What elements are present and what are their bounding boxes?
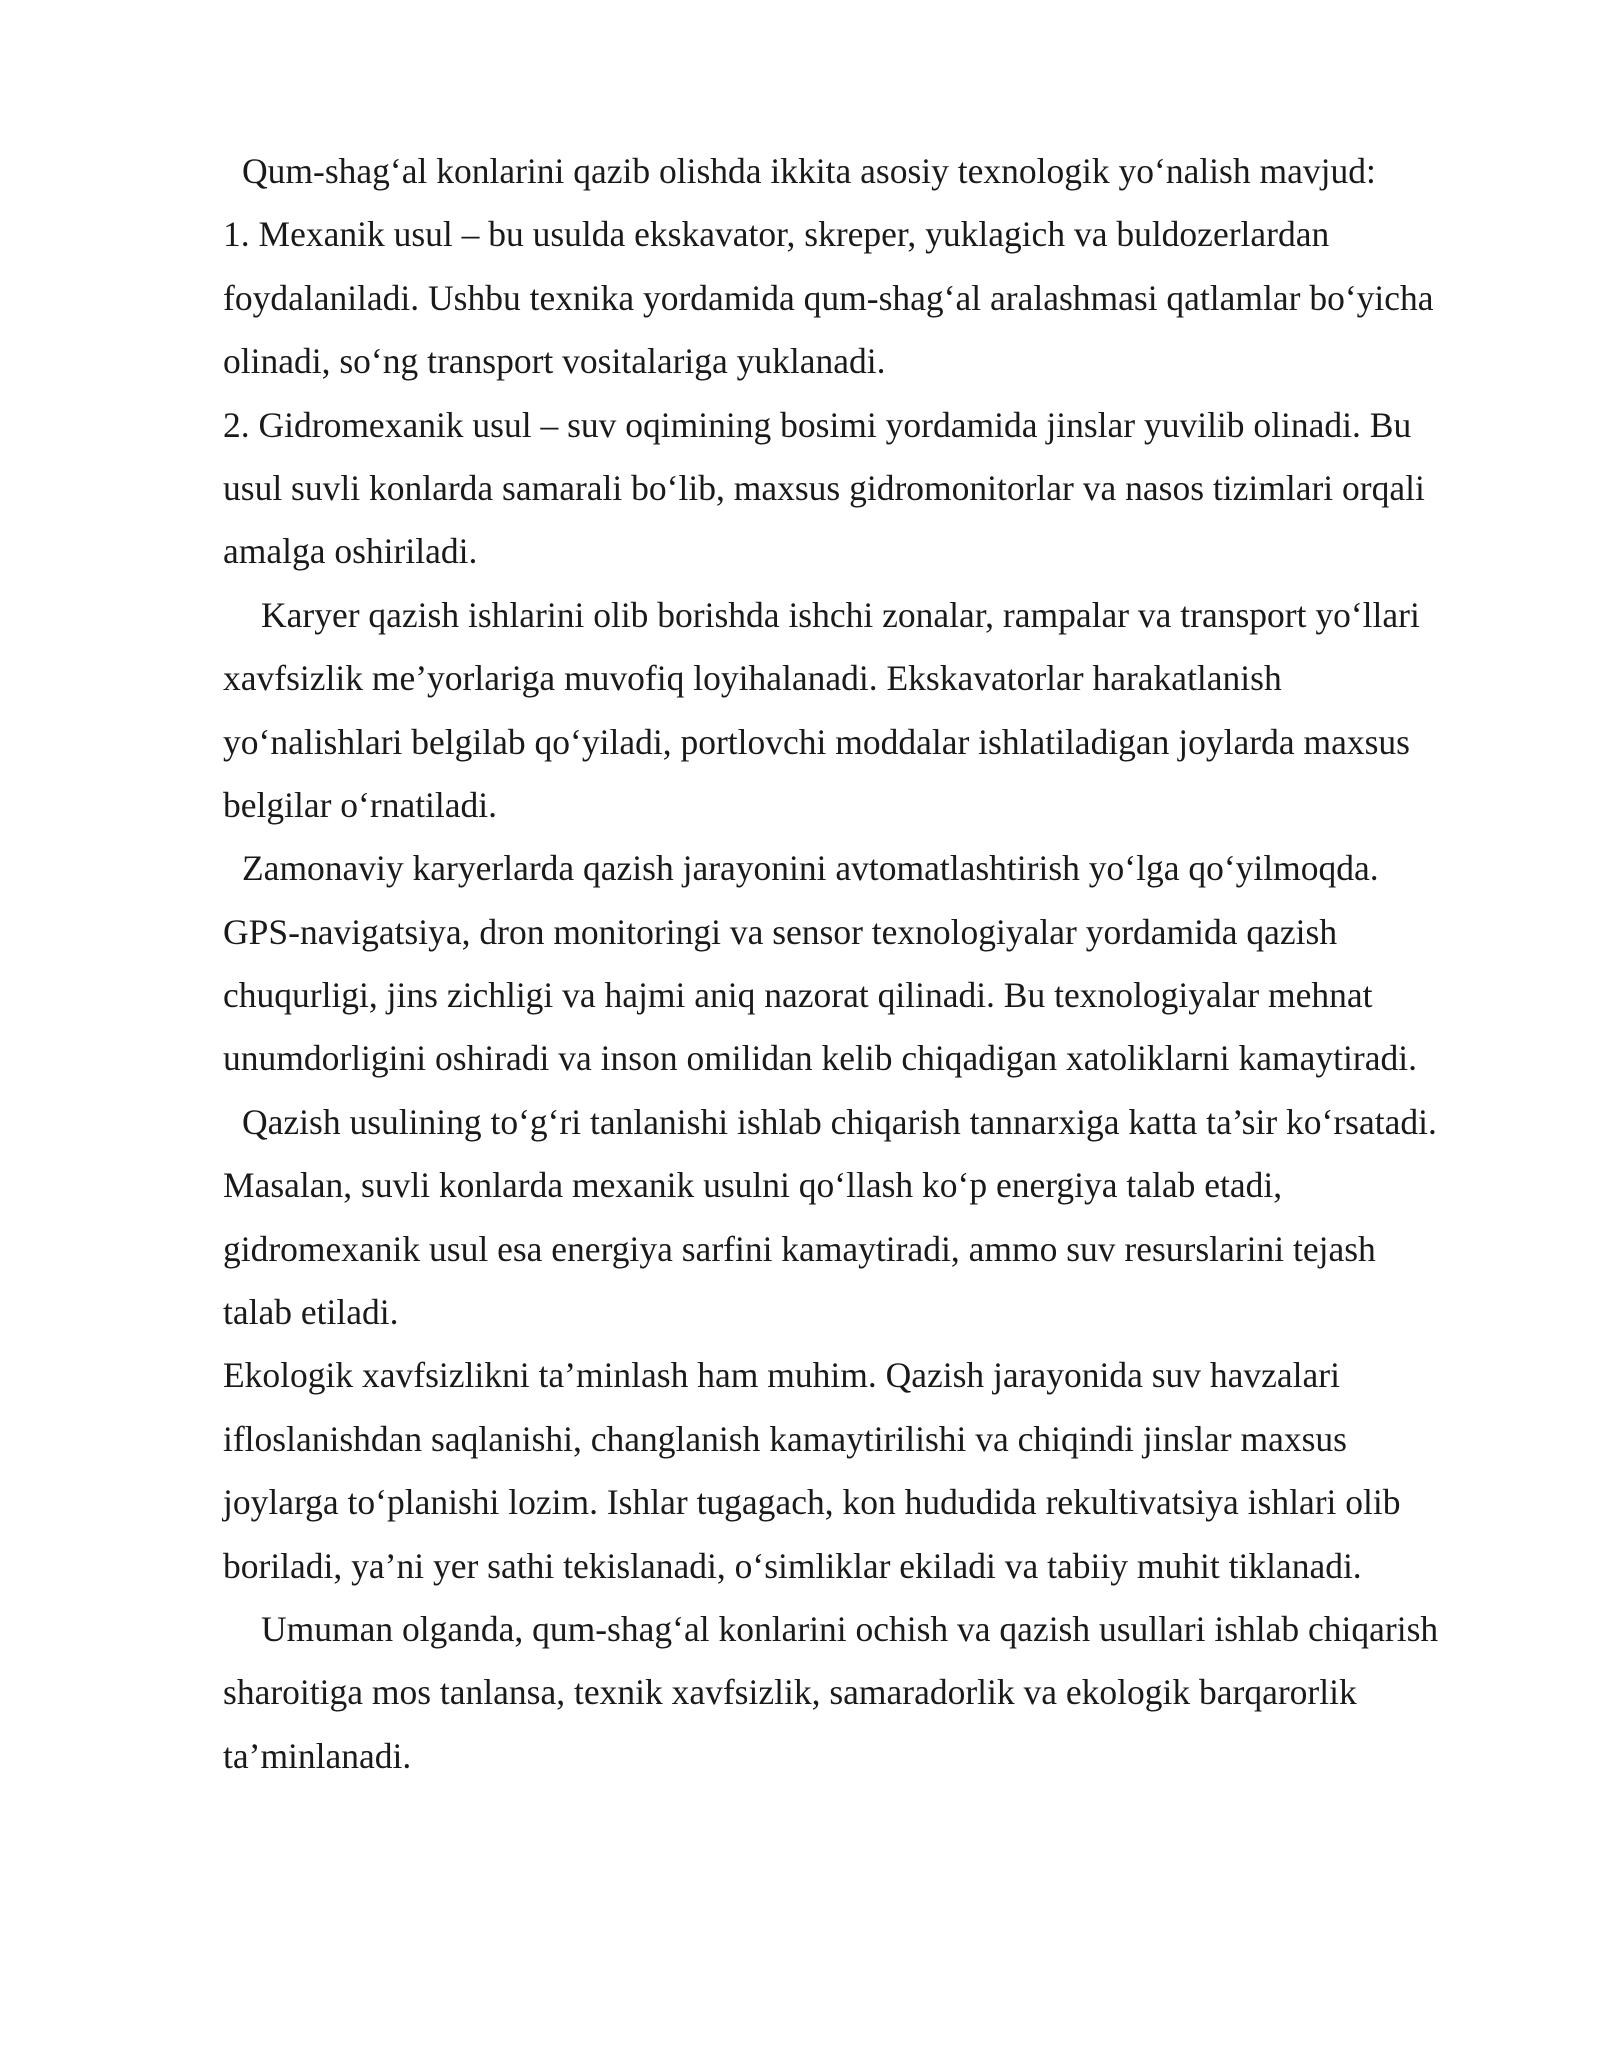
paragraph-line: yo‘nalishlari belgilab qo‘yiladi, portlovchi moddalar ishlatiladigan joylarda maxsus	[223, 721, 1410, 762]
paragraph-ecology	[223, 1344, 1488, 1598]
paragraph-line: Zamonaviy karyerlarda qazish jarayonini avtomatlashtirish yo‘lga qo‘yilmoqda.	[242, 848, 1379, 889]
paragraph-line: boriladi, ya’ni yer sathi tekislanadi, o‘simliklar ekiladi va tabiiy muhit tiklanadi.	[223, 1545, 1362, 1586]
paragraph-line: Umuman olganda, qum-shag‘al konlarini ochish va qazish usullari ishlab chiqarish	[261, 1608, 1439, 1649]
paragraph-line: talab etiladi.	[223, 1292, 399, 1333]
paragraph-intro	[223, 140, 1488, 203]
paragraph-line: Qazish usulining to‘g‘ri tanlanishi ishlab chiqarish tannarxiga katta ta’sir ko‘rsatadi.	[242, 1101, 1437, 1142]
paragraph-line: amalga oshiriladi.	[223, 531, 478, 572]
paragraph-line: 2. Gidromexanik usul – suv oqimining bosimi yordamida jinslar yuvilib olinadi. Bu	[223, 404, 1412, 445]
paragraph-line: sharoitiga mos tanlansa, texnik xavfsizlik, samaradorlik va ekologik barqarorlik	[223, 1672, 1357, 1713]
paragraph-line: belgilar o‘rnatiladi.	[223, 784, 498, 825]
paragraph-line: unumdorligini oshiradi va inson omilidan kelib chiqadigan xatoliklarni kamaytiradi.	[223, 1038, 1417, 1079]
paragraph-line: olinadi, so‘ng transport vositalariga yuklanadi.	[223, 341, 886, 382]
paragraph-line: Qum-shag‘al konlarini qazib olishda ikkita asosiy texnologik yo‘nalish mavjud:	[242, 151, 1376, 191]
paragraph-line: joylarga to‘planishi lozim. Ishlar tugagach, kon hududida rekultivatsiya ishlari olib	[223, 1482, 1401, 1523]
paragraph-line: GPS-navigatsiya, dron monitoringi va sensor texnologiyalar yordamida qazish	[223, 911, 1338, 952]
paragraph-hydromechanical-method	[223, 394, 1488, 584]
paragraph-line: ta’minlanadi.	[223, 1735, 412, 1776]
paragraph-line: usul suvli konlarda samarali bo‘lib, maxsus gidromonitorlar va nasos tizimlari orqali	[223, 467, 1425, 508]
paragraph-conclusion	[223, 1598, 1488, 1788]
paragraph-line: chuqurligi, jins zichligi va hajmi aniq nazorat qilinadi. Bu texnologiyalar mehnat	[223, 975, 1373, 1016]
paragraph-line: xavfsizlik me’yorlariga muvofiq loyihalanadi. Ekskavatorlar harakatlanish	[223, 658, 1282, 699]
document-body	[223, 140, 1488, 1788]
paragraph-line: Ekologik xavfsizlikni ta’minlash ham muhim. Qazish jarayonida suv havzalari	[223, 1355, 1340, 1396]
paragraph-line: 1. Mexanik usul – bu usulda ekskavator, skreper, yuklagich va buldozerlardan	[223, 214, 1330, 255]
paragraph-automation	[223, 837, 1488, 1091]
paragraph-line: Masalan, suvli konlarda mexanik usulni qo‘llash ko‘p energiya talab etadi,	[223, 1165, 1283, 1206]
paragraph-line: gidromexanik usul esa energiya sarfini kamaytiradi, ammo suv resurslarini tejash	[223, 1228, 1376, 1269]
paragraph-line: Karyer qazish ishlarini olib borishda ishchi zonalar, rampalar va transport yo‘llari	[261, 594, 1420, 635]
paragraph-method-choice	[223, 1091, 1488, 1345]
paragraph-line: foydalaniladi. Ushbu texnika yordamida qum-shag‘al aralashmasi qatlamlar bo‘yicha	[223, 277, 1434, 318]
paragraph-quarry-safety	[223, 584, 1488, 838]
paragraph-mechanical-method	[223, 203, 1488, 393]
paragraph-line: ifloslanishdan saqlanishi, changlanish kamaytirilishi va chiqindi jinslar maxsus	[223, 1418, 1347, 1459]
